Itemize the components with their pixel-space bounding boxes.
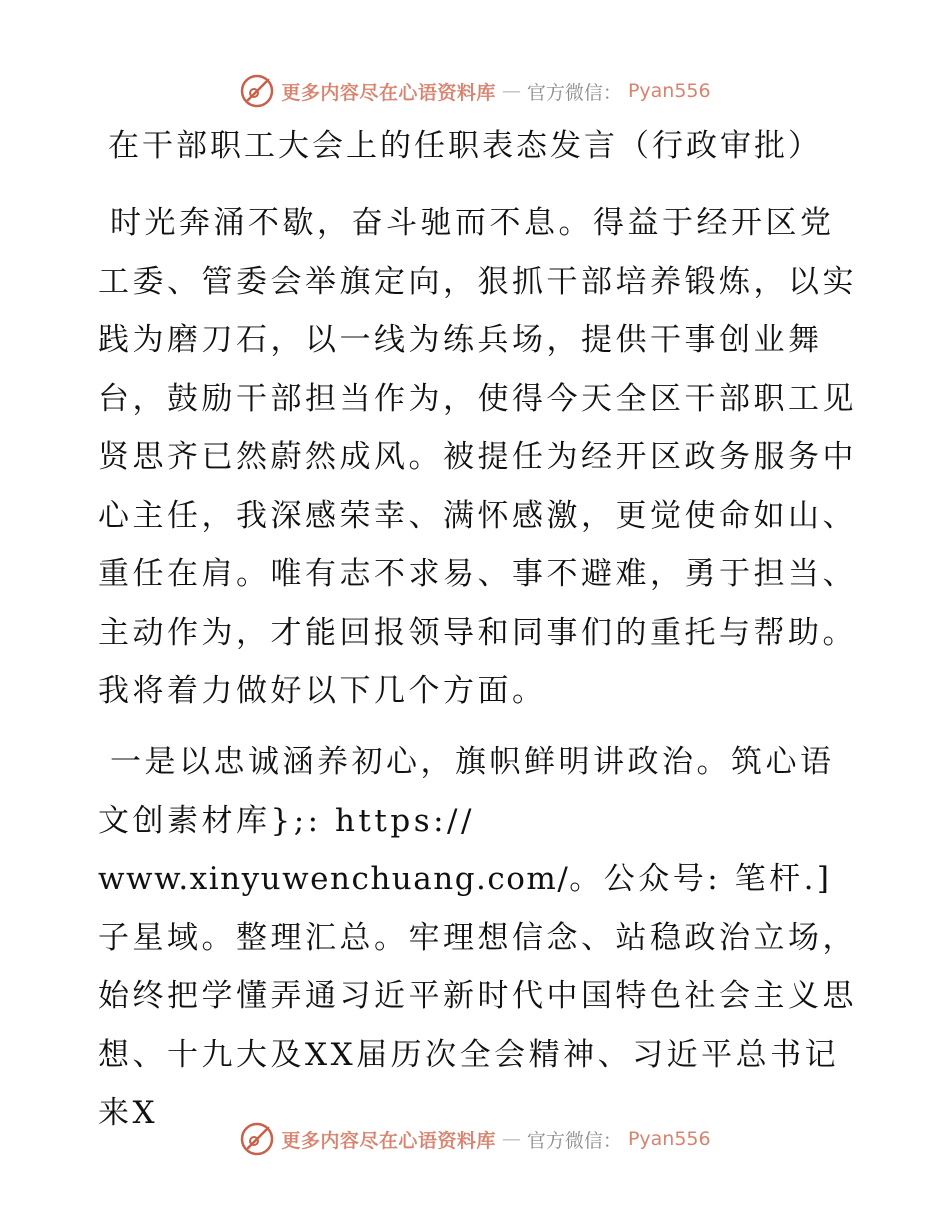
watermark-footer <box>0 1119 950 1159</box>
watermark-wechat-label: 官方微信： <box>526 81 622 104</box>
watermark-separator: — <box>501 80 521 102</box>
watermark-separator: — <box>501 1128 521 1150</box>
paragraph-2-text-a: 一是以忠诚涵养初心，旗帜鲜明讲政治。筑心语文创素材库};: https:// <box>98 744 835 839</box>
paragraph-2 <box>98 733 858 1143</box>
watermark-wechat-label: 官方微信： <box>526 1129 622 1152</box>
watermark-footer-content <box>239 1121 710 1157</box>
paragraph-2-text-b: 。公众号: 笔杆.]子星域。整理汇总。牢理想信念、站稳政治立场，始终把学懂弄通习近平新时代中国特色社会主义思想、十九大及XX届历次全会精神、习近平总书记来X <box>98 861 857 1131</box>
website-url: www.xinyuwenchuang.com/ <box>98 861 570 897</box>
quill-pen-logo-icon <box>239 73 275 109</box>
watermark-header-content <box>239 73 710 109</box>
watermark-header <box>0 71 950 111</box>
watermark-wechat-id: Pyan556 <box>627 1128 711 1150</box>
document-title: 在干部职工大会上的任职表态发言（行政审批） <box>108 128 822 164</box>
watermark-brand: 更多内容尽在心语资料库 <box>281 81 496 104</box>
quill-pen-logo-icon <box>239 1121 275 1157</box>
paragraph-1-text: 时光奔涌不歇，奋斗驰而不息。得益于经开区党工委、管委会举旗定向，狠抓干部培养锻炼，以实践为磨刀石，以一线为练兵场，提供干事创业舞台，鼓励干部担当作为，使得今天全区干部职工见贤思齐已然蔚然成风。被提任为经开区政务服务中心主任，我深感荣幸、满怀感激，更觉使命如山、重任在肩。唯有志不求易、事不避难，勇于担当、主动作为，才能回报领导和同事们的重托与帮助。我将着力做好以下几个方面。 <box>98 205 857 709</box>
paragraph-1 <box>98 194 858 721</box>
watermark-brand: 更多内容尽在心语资料库 <box>281 1129 496 1152</box>
watermark-wechat-id: Pyan556 <box>627 80 711 102</box>
